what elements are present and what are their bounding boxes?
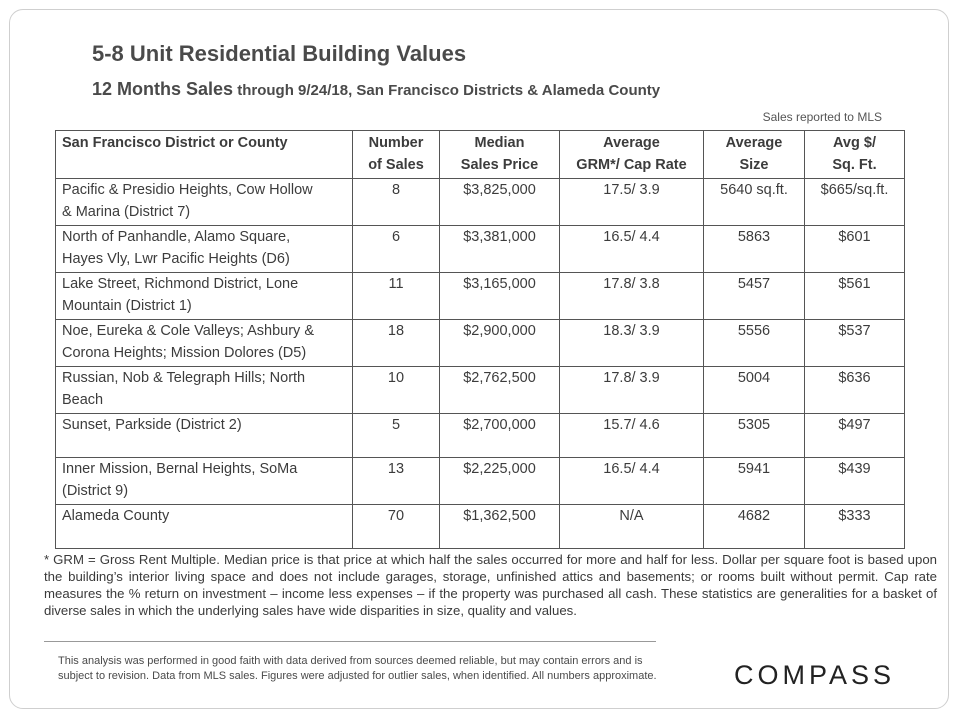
price-per-sqft-cell: $561 [805, 273, 905, 320]
header-text: of Sales [368, 157, 424, 173]
table-header-row [56, 131, 905, 179]
sales-table [55, 130, 905, 549]
price-per-sqft-cell: $439 [805, 458, 905, 505]
district-line: Hayes Vly, Lwr Pacific Heights (D6) [62, 251, 290, 267]
page-title: 5-8 Unit Residential Building Values [92, 41, 467, 66]
district-line: (District 9) [62, 483, 129, 499]
header-median-price [440, 131, 560, 179]
average-size-cell: 5004 [704, 367, 805, 414]
median-price-cell: $3,825,000 [440, 179, 560, 226]
footnote: * GRM = Gross Rent Multiple. Median price is that price at which half the sales occurred for more and half for less. Dollar per square foot is based upon the building’s interior living space and does not include garages, storage, unfinished attics and basements; or rooms built without permit. Cap rate measures the % return on investment – income less expenses – if the property was purchased all cash. These statistics are generalities for a basket of diverse sales in which the underlying sales have wide disparities in size, quality and values. [44, 552, 937, 618]
grm-cap-cell: 18.3/ 3.9 [560, 320, 704, 367]
header-text: Size [739, 157, 769, 173]
header-text: Sales Price [460, 157, 539, 173]
sales-count-cell: 5 [353, 414, 440, 458]
district-line: Sunset, Parkside (District 2) [62, 417, 242, 433]
table-row [56, 226, 905, 273]
subtitle-main: 12 Months Sales [92, 79, 234, 99]
header-text: Number [368, 135, 424, 151]
median-price-cell: $2,700,000 [440, 414, 560, 458]
price-per-sqft-cell: $665/sq.ft. [805, 179, 905, 226]
district-line: North of Panhandle, Alamo Square, [62, 229, 291, 245]
sales-count-cell: 70 [353, 505, 440, 549]
footer-divider [44, 641, 656, 642]
grm-cap-cell: N/A [560, 505, 704, 549]
district-line: Corona Heights; Mission Dolores (D5) [62, 345, 307, 361]
sales-count-cell: 8 [353, 179, 440, 226]
header-text: Avg $/ [833, 135, 876, 151]
district-line: Lake Street, Richmond District, Lone [62, 276, 299, 292]
header-text: GRM*/ Cap Rate [576, 157, 687, 173]
table-row [56, 320, 905, 367]
table-row [56, 367, 905, 414]
median-price-cell: $3,165,000 [440, 273, 560, 320]
header-text: Sq. Ft. [832, 157, 877, 173]
header-text: Average [603, 135, 660, 151]
price-per-sqft-cell: $333 [805, 505, 905, 549]
grm-cap-cell: 17.5/ 3.9 [560, 179, 704, 226]
average-size-cell: 4682 [704, 505, 805, 549]
district-line: Noe, Eureka & Cole Valleys; Ashbury & [62, 323, 314, 339]
average-size-cell: 5305 [704, 414, 805, 458]
district-line: & Marina (District 7) [62, 204, 191, 220]
header-text: Median [474, 135, 525, 151]
grm-cap-cell: 16.5/ 4.4 [560, 458, 704, 505]
header-average-size [704, 131, 805, 179]
page-subtitle [92, 79, 660, 100]
table-row [56, 505, 905, 549]
sales-count-cell: 13 [353, 458, 440, 505]
median-price-cell: $1,362,500 [440, 505, 560, 549]
source-note: Sales reported to MLS [762, 110, 882, 124]
district-line: Beach [62, 392, 104, 408]
sales-count-cell: 10 [353, 367, 440, 414]
district-cell [56, 179, 353, 226]
header-number-of-sales [353, 131, 440, 179]
district-line: Mountain (District 1) [62, 298, 192, 314]
table-row [56, 273, 905, 320]
average-size-cell: 5457 [704, 273, 805, 320]
grm-cap-cell: 17.8/ 3.8 [560, 273, 704, 320]
median-price-cell: $2,762,500 [440, 367, 560, 414]
compass-logo: COMPASS [734, 660, 896, 690]
sales-count-cell: 6 [353, 226, 440, 273]
district-cell [56, 505, 353, 549]
disclaimer: This analysis was performed in good faith with data derived from sources deemed reliable, but may contain errors and is subject to revision. Data from MLS sales. Figures were adjusted for outlier sales, when identified. All numbers approximate. [58, 655, 657, 682]
table-row [56, 414, 905, 458]
header-price-per-sqft [805, 131, 905, 179]
price-per-sqft-cell: $601 [805, 226, 905, 273]
header-text: Average [725, 135, 783, 151]
sales-count-cell: 18 [353, 320, 440, 367]
table-row [56, 458, 905, 505]
average-size-cell: 5640 sq.ft. [704, 179, 805, 226]
price-per-sqft-cell: $636 [805, 367, 905, 414]
district-line: Inner Mission, Bernal Heights, SoMa [62, 461, 298, 477]
header-district [56, 131, 353, 179]
average-size-cell: 5941 [704, 458, 805, 505]
median-price-cell: $2,225,000 [440, 458, 560, 505]
district-line: Russian, Nob & Telegraph Hills; North [62, 370, 306, 386]
average-size-cell: 5863 [704, 226, 805, 273]
median-price-cell: $2,900,000 [440, 320, 560, 367]
grm-cap-cell: 15.7/ 4.6 [560, 414, 704, 458]
price-per-sqft-cell: $537 [805, 320, 905, 367]
price-per-sqft-cell: $497 [805, 414, 905, 458]
header-text: San Francisco District or County [62, 135, 288, 151]
district-line: Alameda County [62, 508, 170, 524]
grm-cap-cell: 16.5/ 4.4 [560, 226, 704, 273]
table-row [56, 179, 905, 226]
district-cell [56, 414, 353, 458]
district-cell [56, 320, 353, 367]
grm-cap-cell: 17.8/ 3.9 [560, 367, 704, 414]
header-grm-cap-rate [560, 131, 704, 179]
district-cell [56, 226, 353, 273]
district-cell [56, 367, 353, 414]
median-price-cell: $3,381,000 [440, 226, 560, 273]
district-line: Pacific & Presidio Heights, Cow Hollow [62, 182, 313, 198]
average-size-cell: 5556 [704, 320, 805, 367]
district-cell [56, 273, 353, 320]
district-cell [56, 458, 353, 505]
subtitle-detail: through 9/24/18, San Francisco Districts & Alameda County [233, 82, 661, 99]
sales-count-cell: 11 [353, 273, 440, 320]
